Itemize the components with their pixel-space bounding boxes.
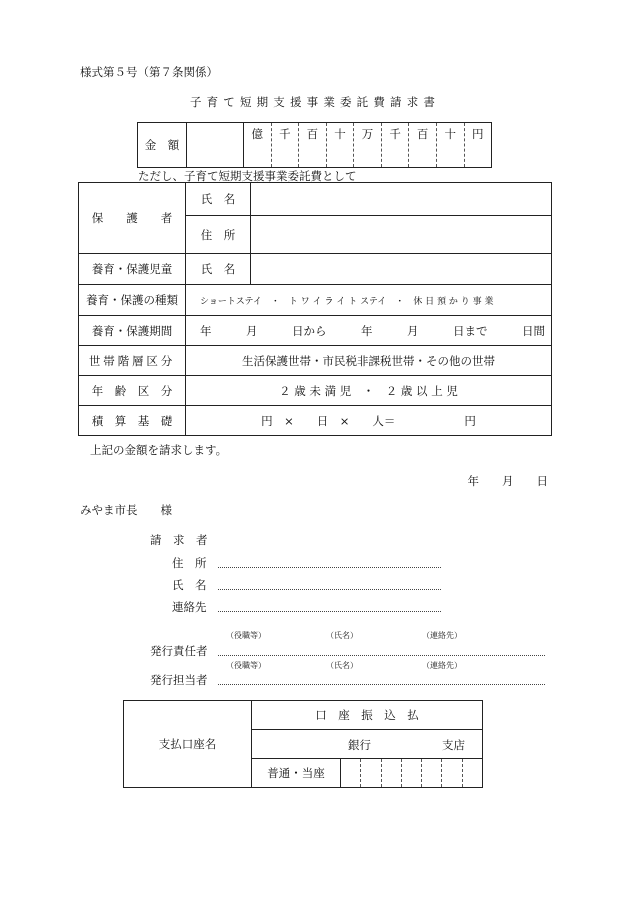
claimant-name-field[interactable]	[218, 589, 441, 590]
claimant-contact-label: 連絡先	[172, 600, 207, 614]
responsible-position-hint: （役職等）	[226, 631, 266, 640]
claimant-name-label: 氏 名	[172, 578, 207, 592]
age-value[interactable]: ２ 歳 未 満 児 ・ ２ 歳 以 上 児	[186, 376, 552, 406]
period-label: 養育・保護期間	[79, 316, 186, 346]
claimant-address-field[interactable]	[218, 567, 441, 568]
account-digit[interactable]	[360, 759, 380, 787]
guardian-name-label: 氏 名	[186, 183, 251, 216]
amount-digits[interactable]	[244, 123, 492, 168]
account-digit[interactable]	[381, 759, 401, 787]
digit-cell: 百	[408, 123, 436, 167]
account-digit[interactable]	[421, 759, 441, 787]
account-digit[interactable]	[462, 759, 482, 787]
amount-label: 金 額	[138, 123, 187, 168]
guardian-name-field[interactable]	[251, 183, 552, 216]
person-position-hint: （役職等）	[226, 661, 266, 670]
class-label: 世帯階層区分	[79, 346, 186, 376]
age-label: 年 齢 区 分	[79, 376, 186, 406]
person-name-hint: （氏名）	[326, 661, 358, 670]
responsible-name-hint: （氏名）	[326, 631, 358, 640]
bank-row[interactable]	[252, 730, 483, 759]
form-number: 様式第５号（第７条関係）	[80, 65, 218, 79]
person-label: 発行担当者	[150, 673, 208, 687]
digit-cell: 千	[271, 123, 299, 167]
type-value[interactable]: ショートステイ ・ ト ワ イ ラ イ ト ステイ ・ 休 日 預 か り 事 業	[186, 285, 552, 316]
claimant-title: 請 求 者	[150, 533, 208, 547]
digit-cell: 百	[298, 123, 326, 167]
person-contact-hint: （連絡先）	[422, 661, 462, 670]
responsible-label: 発行責任者	[150, 644, 208, 658]
page-title: 子育て短期支援事業委託費請求書	[189, 95, 441, 109]
claimant-contact-field[interactable]	[218, 611, 441, 612]
child-label: 養育・保護児童	[79, 254, 186, 285]
digit-cell: 十	[436, 123, 464, 167]
responsible-field[interactable]	[218, 655, 545, 656]
child-name-label: 氏 名	[186, 254, 251, 285]
claimant-address-label: 住 所	[172, 556, 207, 570]
calc-label: 積 算 基 礎	[79, 406, 186, 436]
bank-label: 銀行	[348, 738, 371, 752]
type-label: 養育・保護の種類	[79, 285, 186, 316]
digit-cell: 万	[353, 123, 381, 167]
account-digit[interactable]	[441, 759, 461, 787]
digit-cell: 億	[251, 127, 264, 141]
responsible-contact-hint: （連絡先）	[422, 631, 462, 640]
guardian-address-label: 住 所	[186, 216, 251, 254]
calc-value[interactable]: 円 × 日 × 人＝ 円	[186, 406, 552, 436]
period-value[interactable]: 年 月 日から 年 月 日まで 日間	[186, 316, 552, 346]
digit-cell: 千	[381, 123, 409, 167]
guardian-address-field[interactable]	[251, 216, 552, 254]
main-table	[78, 182, 552, 436]
payment-label: 支払口座名	[124, 701, 252, 788]
person-field[interactable]	[218, 684, 545, 685]
branch-label: 支店	[442, 738, 465, 752]
class-value[interactable]: 生活保護世帯・市民税非課税世帯・その他の世帯	[186, 346, 552, 376]
account-type-label[interactable]: 普通・当座	[252, 759, 341, 788]
account-digit[interactable]	[401, 759, 421, 787]
addressee: みやま市長 様	[80, 503, 172, 517]
child-name-field[interactable]	[251, 254, 552, 285]
note-line: ただし、子育て短期支援事業委託費として	[138, 169, 357, 183]
date-line[interactable]: 年 月 日	[467, 474, 548, 488]
digit-cell: 十	[326, 123, 354, 167]
digit-cell: 円	[464, 123, 492, 167]
amount-table	[137, 122, 492, 168]
account-digit[interactable]	[341, 759, 360, 787]
amount-blank	[187, 123, 244, 168]
guardian-label: 保 護 者	[79, 183, 186, 254]
transfer-label: 口 座 振 込 払	[252, 701, 483, 730]
request-text: 上記の金額を請求します。	[90, 443, 228, 457]
account-number-field[interactable]	[341, 759, 483, 788]
payment-table	[123, 700, 483, 788]
